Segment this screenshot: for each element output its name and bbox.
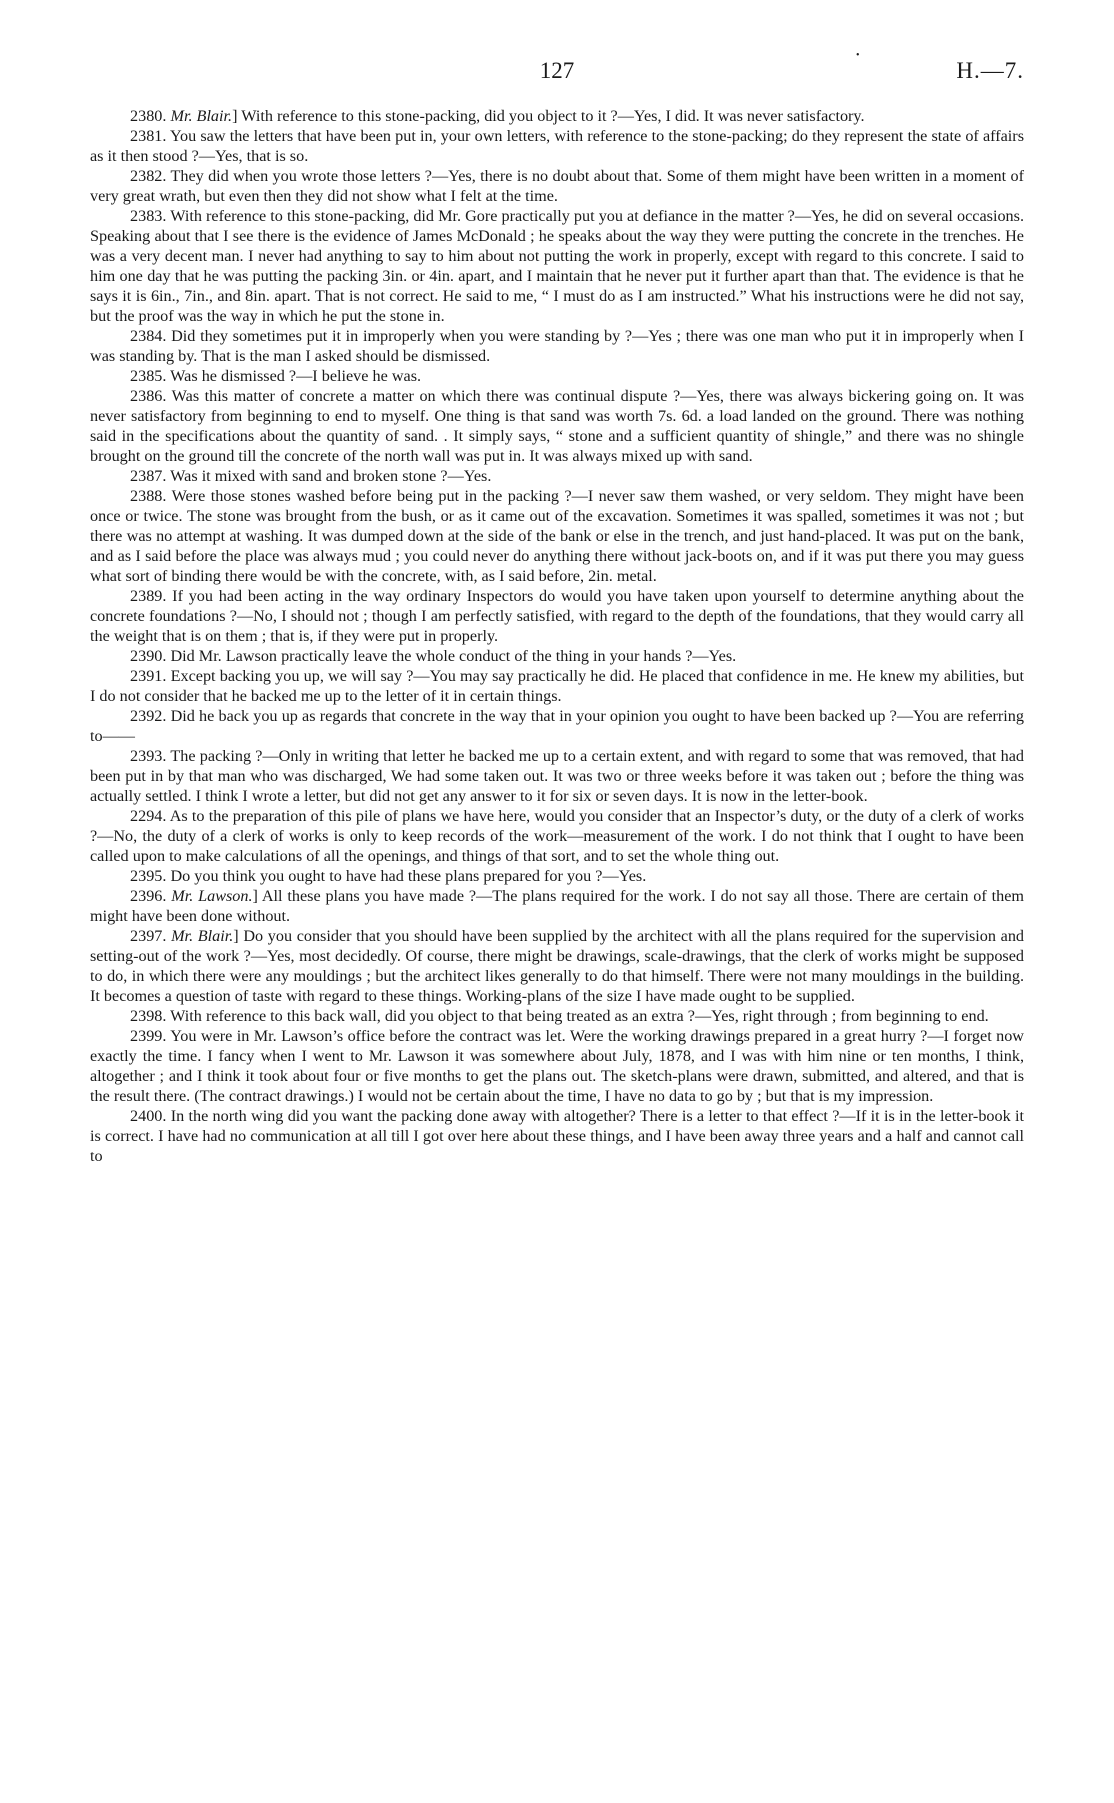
paragraph-2385: 2385. Was he dismissed ?—I believe he was. xyxy=(130,367,422,385)
evidence-text xyxy=(90,106,1024,1166)
page-number: 127 xyxy=(539,58,575,83)
paragraph-2294: 2294. As to the preparation of this pile of plans we have here, would you consider that an Inspector’s duty, or the duty of a clerk of works ?—No, the duty of a clerk of works is only to keep records of the work—measurement of the work. I do not think that I ought to have been called upon to make calculations of all the openings, and things of that sort, and to set the whole thing out. xyxy=(90,807,1024,865)
paragraph-2396: 2396. Mr. Lawson.] All these plans you have made ?—The plans required for the work. I do not say all those. There are certain of them might have been done without. xyxy=(90,887,1024,925)
paragraph-2400: 2400. In the north wing did you want the packing done away with altogether? There is a letter to that effect ?—If it is in the letter-book it is correct. I have had no communication at all till I got over here about these things, and I have been away three years and a half and cannot call to xyxy=(90,1107,1024,1165)
paragraph-2391: 2391. Except backing you up, we will say ?—You may say practically he did. He placed that confidence in me. He knew my abilities, but I do not consider that he backed me up to the letter of it in certain things. xyxy=(90,667,1024,705)
paragraph-2390: 2390. Did Mr. Lawson practically leave the whole conduct of the thing in your hands ?—Yes. xyxy=(130,647,737,665)
paragraph-2392: 2392. Did he back you up as regards that concrete in the way that in your opinion you ought to have been backed up ?—You are referring to—— xyxy=(90,707,1024,745)
paragraph-2395: 2395. Do you think you ought to have had these plans prepared for you ?—Yes. xyxy=(130,867,647,885)
stray-mark: • xyxy=(856,50,860,61)
paragraph-2386: 2386. Was this matter of concrete a matter on which there was continual dispute ?—Yes, there was always bickering going on. It was never satisfactory from beginning to end to myself. One thing is that sand was worth 7s. 6d. a load landed on the ground. There was nothing said in the specifications about the quantity of sand. . It simply says, “ stone and a sufficient quantity of shingle,” and there was no shingle brought on the ground till the concrete of the north wall was put in. It was always mixed up with sand. xyxy=(90,387,1024,465)
page-header xyxy=(90,58,1024,90)
document-reference: H.—7. xyxy=(956,58,1024,83)
paragraph-2398: 2398. With reference to this back wall, did you object to that being treated as an extra ?—Yes, right through ; from beginning to end. xyxy=(130,1007,989,1025)
paragraph-2388: 2388. Were those stones washed before being put in the packing ?—I never saw them washed, or very seldom. They might have been once or twice. The stone was brought from the bush, or as it came out of the excavation. Sometimes it was spalled, sometimes it was not ; but there was no attempt at washing. It was dumped down at the side of the bank or else in the trench, and just hand-placed. It was put on the bank, and as I said before the place was always mud ; you could never do anything there without jack-boots on, and if it was put there you may guess what sort of binding there would be with the concrete, with, as I said before, 2in. metal. xyxy=(90,487,1024,585)
paragraph-2380: 2380. Mr. Blair.] With reference to this stone-packing, did you object to it ?—Yes, I did. It was never satisfactory. xyxy=(130,107,865,125)
paragraph-2397: 2397. Mr. Blair.] Do you consider that you should have been supplied by the architect with all the plans required for the supervision and setting-out of the work ?—Yes, most decidedly. Of course, there might be drawings, scale-drawings, that the clerk of works might be supposed to do, in which there were any mouldings ; but the architect likes generally to do that himself. There were not many mouldings in the building. It becomes a question of taste with regard to these things. Working-plans of the size I have made ought to be supplied. xyxy=(90,927,1025,1005)
paragraph-2399: 2399. You were in Mr. Lawson’s office before the contract was let. Were the working drawings prepared in a great hurry ?—I forget now exactly the time. I fancy when I went to Mr. Lawson it was somewhere about July, 1878, and I was with him nine or ten months, I think, altogether ; and I think it took about four or five months to get the plans out. The sketch-plans were drawn, submitted, and altered, and that is the result there. (The contract drawings.) I would not be certain about the time, I have no data to go by ; but that is my impression. xyxy=(90,1027,1024,1105)
paragraph-2383: 2383. With reference to this stone-packing, did Mr. Gore practically put you at defiance in the matter ?—Yes, he did on several occasions. Speaking about that I see there is the evidence of James McDonald ; he speaks about the way they were putting the concrete in the trenches. He was a very decent man. I never had anything to say to him about not putting the work in properly, except with regard to this concrete. I said to him one day that he was putting the packing 3in. or 4in. apart, and I maintain that he never put it further apart than that. The evidence is that he says it is 6in., 7in., and 8in. apart. That is not correct. He said to me, “ I must do as I am instructed.” What his instructions were he did not say, but the proof was the way in which he put the stone in. xyxy=(90,207,1024,325)
paragraph-2382: 2382. They did when you wrote those letters ?—Yes, there is no doubt about that. Some of them might have been written in a moment of very great wrath, but even then they did not show what I felt at the time. xyxy=(90,167,1024,205)
paragraph-2387: 2387. Was it mixed with sand and broken stone ?—Yes. xyxy=(130,467,492,485)
paragraph-2381: 2381. You saw the letters that have been put in, your own letters, with reference to the stone-packing; do they represent the state of affairs as it then stood ?—Yes, that is so. xyxy=(90,127,1024,165)
paragraph-2389: 2389. If you had been acting in the way ordinary Inspectors do would you have taken upon yourself to determine anything about the concrete foundations ?—No, I should not ; though I am perfectly satisfied, with regard to the depth of the foundations, that they would carry all the weight that is on them ; that is, if they were put in properly. xyxy=(90,587,1024,645)
paragraph-2384: 2384. Did they sometimes put it in improperly when you were standing by ?—Yes ; there was one man who put it in improperly when I was standing by. That is the man I asked should be dismissed. xyxy=(90,327,1024,365)
paragraph-2393: 2393. The packing ?—Only in writing that letter he backed me up to a certain extent, and with regard to some that was removed, that had been put in by that man who was discharged, We had some taken out. It was two or three weeks before it was taken out ; before the thing was actually settled. I think I wrote a letter, but did not get any answer to it for six or seven days. It is now in the letter-book. xyxy=(90,747,1024,805)
